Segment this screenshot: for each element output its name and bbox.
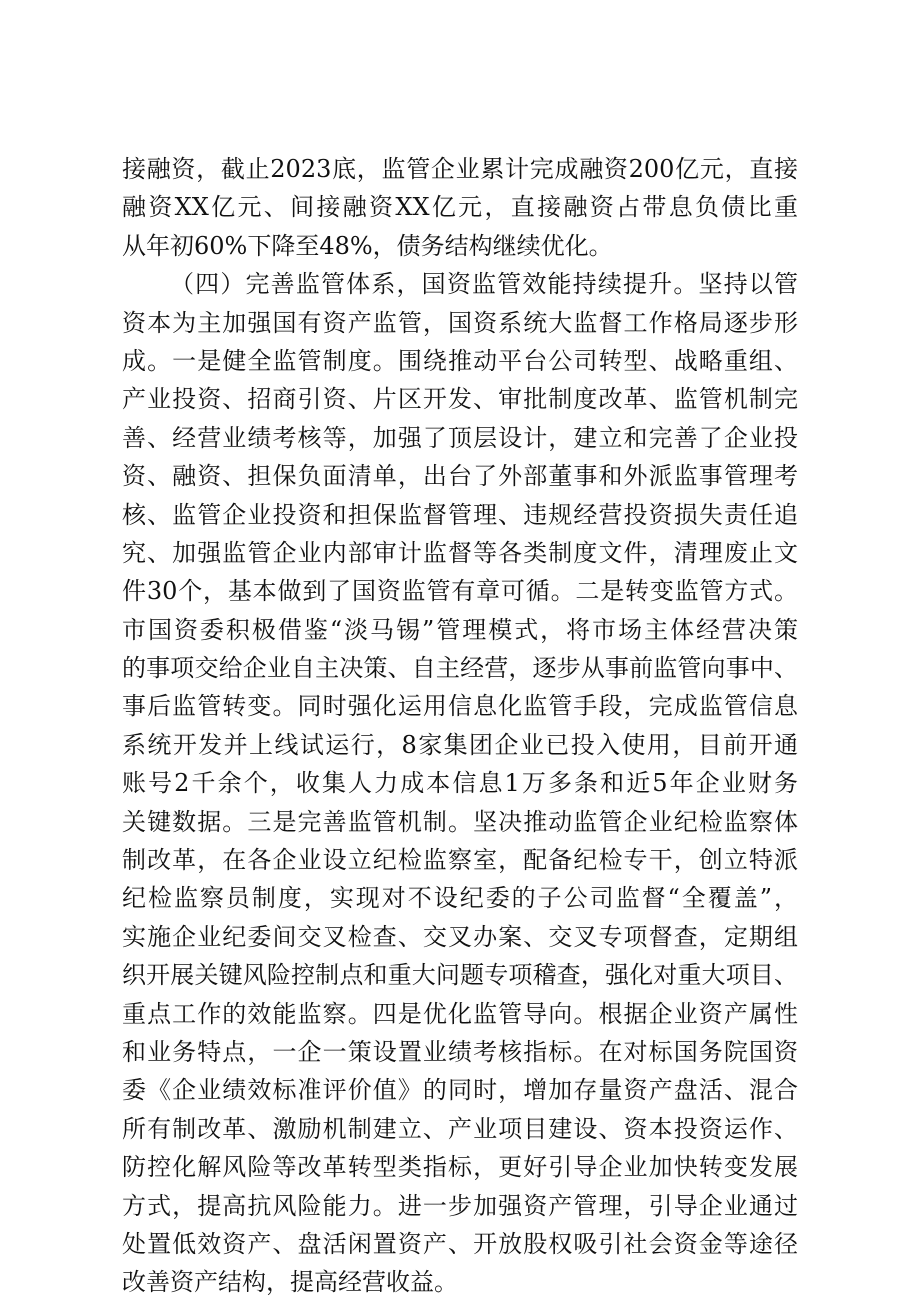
- text-line: 账号2千余个，收集人力成本信息1万多条和近5年企业财务: [122, 769, 798, 798]
- text-line: 接融资，截止2023底，监管企业累计完成融资200亿元，直接: [122, 155, 798, 183]
- text-line: 产业投资、招商引资、片区开发、审批制度改革、监管机制完: [122, 385, 798, 414]
- text-line: 重点工作的效能监察。四是优化监管导向。根据企业资产属性: [122, 999, 798, 1028]
- text-line: （四）完善监管体系，国资监管效能持续提升。坚持以管: [170, 270, 798, 299]
- text-line: 核、监管企业投资和担保监督管理、违规经营投资损失责任追: [122, 500, 798, 529]
- text-line: 资、融资、担保负面清单，出台了外部董事和外派监事管理考: [122, 462, 798, 491]
- text-line: 所有制改革、激励机制建立、产业项目建设、资本投资运作、: [122, 1114, 798, 1143]
- text-line: 从年初60%下降至48%，债务结构继续优化。: [122, 231, 613, 260]
- text-line: 善、经营业绩考核等，加强了顶层设计，建立和完善了企业投: [122, 423, 798, 452]
- text-line: 资本为主加强国有资产监管，国资系统大监督工作格局逐步形: [122, 308, 798, 337]
- paragraph-financing: [122, 150, 798, 265]
- text-line: 实施企业纪委间交叉检查、交叉办案、交叉专项督查，定期组: [122, 922, 798, 951]
- paragraph-supervision-system: [122, 265, 798, 1302]
- text-line: 和业务特点，一企一策设置业绩考核指标。在对标国务院国资: [122, 1037, 798, 1066]
- text-line: 织开展关键风险控制点和重大问题专项稽查，强化对重大项目、: [122, 961, 798, 990]
- text-line: 改善资产结构，提高经营收益。: [122, 1268, 458, 1297]
- text-line: 的事项交给企业自主决策、自主经营，逐步从事前监管向事中、: [122, 654, 798, 683]
- text-line: 方式，提高抗风险能力。进一步加强资产管理，引导企业通过: [122, 1191, 798, 1220]
- text-line: 关键数据。三是完善监管机制。坚决推动监管企业纪检监察体: [122, 807, 798, 836]
- text-line: 系统开发并上线试运行，8家集团企业已投入使用，目前开通: [122, 730, 798, 759]
- text-line: 融资XX亿元、间接融资XX亿元，直接融资占带息负债比重: [122, 193, 798, 222]
- text-line: 处置低效资产、盘活闲置资产、开放股权吸引社会资金等途径: [122, 1229, 798, 1258]
- text-line: 委《企业绩效标准评价值》的同时，增加存量资产盘活、混合: [122, 1076, 798, 1105]
- body-text: [122, 150, 798, 1302]
- text-line: 制改革，在各企业设立纪检监察室，配备纪检专干，创立特派: [122, 846, 798, 875]
- text-line: 防控化解风险等改革转型类指标，更好引导企业加快转变发展: [122, 1153, 798, 1182]
- text-line: 成。一是健全监管制度。围绕推动平台公司转型、战略重组、: [122, 346, 798, 375]
- text-line: 事后监管转变。同时强化运用信息化监管手段，完成监管信息: [122, 692, 798, 721]
- text-line: 件30个，基本做到了国资监管有章可循。二是转变监管方式。: [122, 577, 798, 606]
- text-line: 纪检监察员制度，实现对不设纪委的子公司监督“全覆盖”，: [122, 884, 798, 913]
- text-line: 究、加强监管企业内部审计监督等各类制度文件，清理废止文: [122, 538, 798, 567]
- text-line: 市国资委积极借鉴“淡马锡”管理模式，将市场主体经营决策: [122, 615, 798, 644]
